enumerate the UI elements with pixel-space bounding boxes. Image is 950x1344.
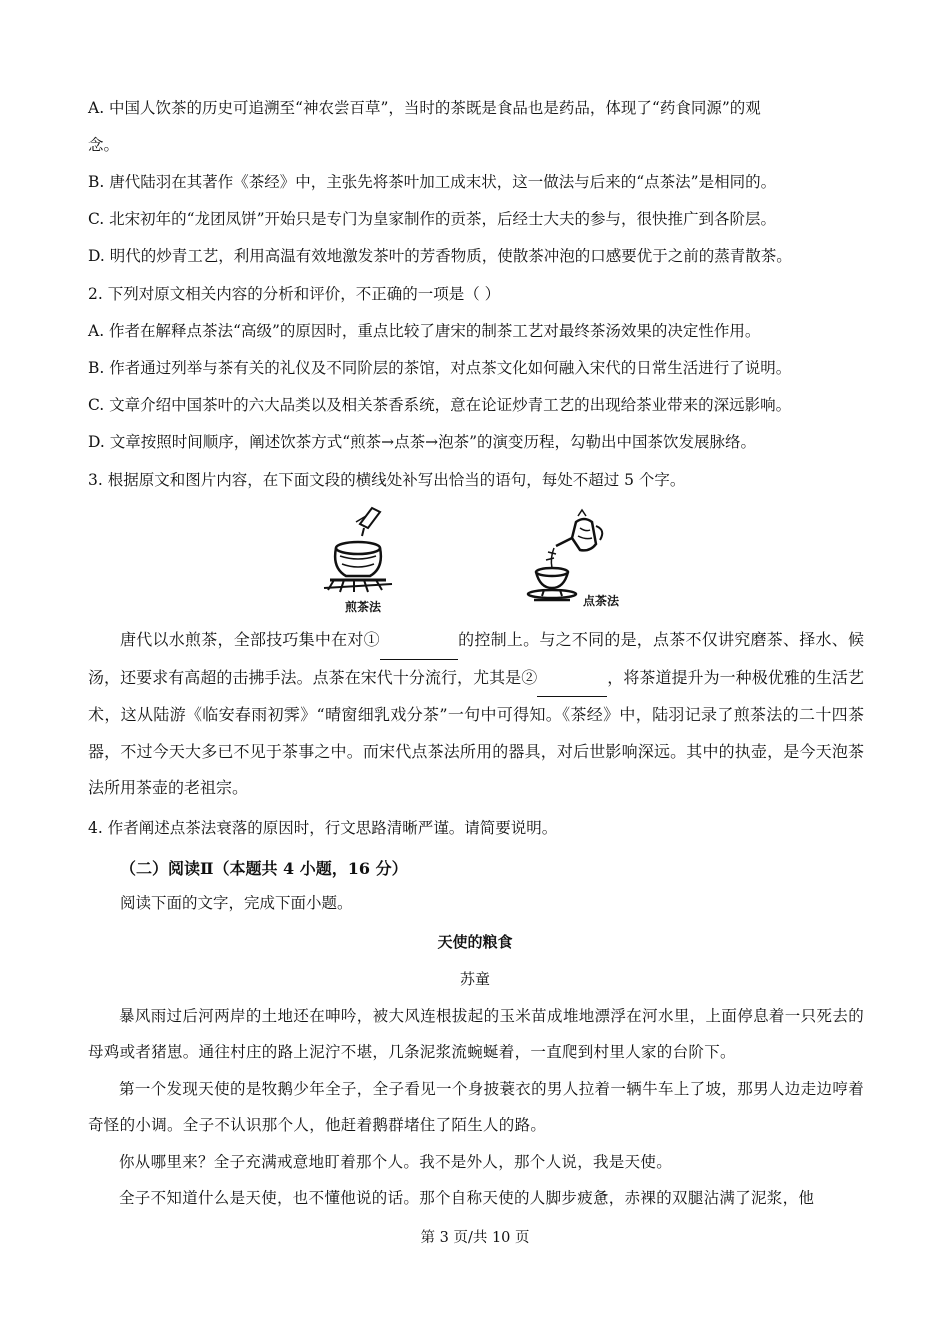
page-number: 第 3 页/共 10 页 [420, 1230, 530, 1246]
story-title: 天使的粮食 [437, 933, 513, 951]
story-paragraph-4: 全子不知道什么是天使，也不懂他说的话。那个自称天使的人脚步疲惫，赤裸的双腿沾满了泥浆，他 [119, 1189, 815, 1207]
q3-passage [88, 622, 864, 807]
q1-option-c: C. 北宋初年的“龙团凤饼”开始只是专门为皇家制作的贡茶，后经士大夫的参与，很快推广到各阶层。 [88, 210, 777, 228]
section-instruction: 阅读下面的文字，完成下面小题。 [120, 894, 353, 912]
story-paragraph-1: 暴风雨过后河两岸的土地还在呻吟，被大风连根拔起的玉米苗成堆地漂浮在河水里，上面停息着一只死去的母鸡或者猪崽。通往村庄的路上泥泞不堪，几条泥浆流蜿蜒着，一直爬到村里人家的台阶下。 [88, 1007, 864, 1061]
answer-blank-2[interactable] [537, 660, 607, 698]
q3-passage-part1: 唐代以水煎茶，全部技巧集中在对① [120, 630, 380, 649]
q3-stem: 3. 根据原文和图片内容，在下面文段的横线处补写出恰当的语句，每处不超过 5 个字。 [88, 471, 686, 489]
whisked-tea-caption: 点茶法 [583, 594, 620, 608]
story-author: 苏童 [459, 970, 490, 988]
answer-blank-1[interactable] [380, 622, 458, 660]
boiling-tea-caption: 煎茶法 [345, 600, 382, 614]
q2-option-a: A. 作者在解释点茶法“高级”的原因时，重点比较了唐宋的制茶工艺对最终茶汤效果的决定性作用。 [88, 322, 761, 340]
q2-stem: 2. 下列对原文相关内容的分析和评价，不正确的一项是（ ） [88, 285, 501, 303]
q1-option-d: D. 明代的炒青工艺，利用高温有效地激发茶叶的芳香物质，使散茶冲泡的口感要优于之前的蒸青散茶。 [88, 247, 792, 265]
q1-option-b: B. 唐代陆羽在其著作《茶经》中，主张先将茶叶加工成末状，这一做法与后来的“点茶法”是相同的。 [88, 173, 777, 191]
q4-stem: 4. 作者阐述点茶法衰落的原因时，行文思路清晰严谨。请简要说明。 [88, 819, 558, 837]
q2-option-b: B. 作者通过列举与茶有关的礼仪及不同阶层的茶馆，对点茶文化如何融入宋代的日常生活进行了说明。 [88, 359, 792, 377]
q2-option-c: C. 文章介绍中国茶叶的六大品类以及相关茶香系统，意在论证炒青工艺的出现给茶业带来的深远影响。 [88, 396, 792, 414]
boiling-tea-illustration [320, 502, 420, 602]
q2-option-d: D. 文章按照时间顺序，阐述饮茶方式“煎茶→点茶→泡茶”的演变历程，勾勒出中国茶饮发展脉络。 [88, 433, 757, 451]
q3-passage-part2: 的控制上。与之不同的是，点茶不仅讲究磨茶、择水、候汤，还要求有高超的击拂手法。点茶在宋代十分流行，尤其是② [88, 630, 864, 687]
section-heading: （二）阅读Ⅱ（本题共 4 小题，16 分） [120, 859, 408, 878]
story-paragraph-3: 你从哪里来？全子充满戒意地盯着那个人。我不是外人，那个人说，我是天使。 [119, 1153, 673, 1171]
q1-option-a-cont: 念。 [88, 136, 120, 154]
story-paragraph-2: 第一个发现天使的是牧鹅少年全子，全子看见一个身披蓑衣的男人拉着一辆牛车上了坡，那男人边走边哼着奇怪的小调。全子不认识那个人，他赶着鹅群堵住了陌生人的路。 [88, 1080, 864, 1134]
q3-passage-part3: ，将茶道提升为一种极优雅的生活艺术，这从陆游《临安春雨初霁》“晴窗细乳戏分茶”一句中可得知。《茶经》中，陆羽记录了煎茶法的二十四茶器，不过今天大多已不见于茶事之中。而宋代点茶法所用的器具，对后世影响深远。其中的执壶，是今天泡茶法所用茶壶的老祖宗。 [88, 667, 864, 797]
q1-option-a: A. 中国人饮茶的历史可追溯至“神农尝百草”，当时的茶既是食品也是药品，体现了“药食同源”的观 [88, 99, 761, 117]
